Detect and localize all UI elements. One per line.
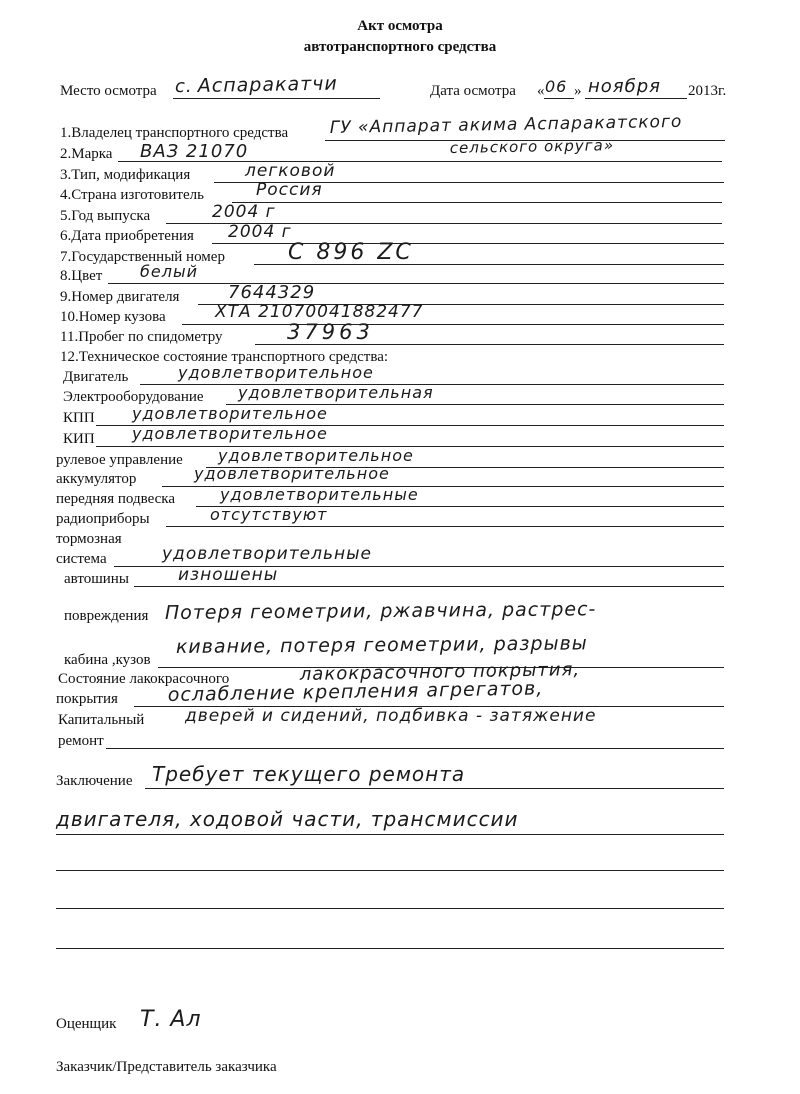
date-day-line (544, 98, 574, 99)
date-year: 2013г. (688, 83, 727, 99)
brand-value: ВАЗ 21070 (140, 141, 249, 162)
conclusion-label: Заключение (56, 773, 133, 789)
body-no-label: 10.Номер кузова (60, 309, 166, 325)
battery-value: удовлетворительное (194, 464, 390, 483)
brakes-label-2: система (56, 551, 107, 567)
damage-label-1: повреждения (64, 608, 149, 624)
conclusion-line-5 (56, 948, 724, 949)
engine-label: Двигатель (63, 369, 129, 385)
damage-value-line2: кивание, потеря геометрии, разрывы (175, 632, 588, 658)
year-value: 2004 г (212, 202, 276, 222)
conclusion-line-4 (56, 908, 724, 909)
conclusion-line-2 (56, 834, 724, 835)
date-close-quote: » (574, 83, 582, 99)
color-label: 8.Цвет (60, 268, 103, 284)
conclusion-line-1 (145, 788, 724, 789)
place-prefix: с. (175, 76, 193, 97)
instruments-value: удовлетворительное (132, 424, 328, 443)
color-line (108, 283, 724, 284)
radio-value: отсутствуют (210, 505, 328, 524)
engine-no-label: 9.Номер двигателя (60, 289, 180, 305)
body-no-line (182, 324, 724, 325)
condition-heading: 12.Техническое состояние транспортного средства: (60, 349, 389, 365)
appraiser-label: Оценщик (56, 1016, 117, 1032)
type-label: 3.Тип, модификация (60, 167, 191, 183)
color-value: белый (140, 262, 198, 281)
radio-label: радиоприборы (56, 511, 150, 527)
gearbox-value: удовлетворительное (132, 404, 328, 423)
brakes-value: удовлетворительные (162, 544, 372, 564)
engine-no-value: 7644329 (228, 282, 316, 303)
mileage-line (255, 344, 724, 345)
tires-value: изношены (178, 565, 279, 585)
brand-label: 2.Марка (60, 146, 113, 162)
instruments-label: КИП (63, 431, 95, 447)
damage-value-line1: Потеря геометрии, ржавчина, растрес- (164, 598, 597, 624)
paint-value-line2: ослабление крепления агрегатов, (167, 677, 544, 706)
gearbox-label: КПП (63, 410, 95, 426)
steering-label: рулевое управление (56, 452, 183, 468)
date-month: ноября (588, 76, 661, 97)
electrical-label: Электрооборудование (63, 389, 204, 405)
overhaul-value: дверей и сидений, подбивка - затяжение (185, 706, 597, 726)
country-value: Россия (256, 180, 323, 200)
date-open-quote: « (537, 83, 545, 99)
paint-value-line1: лакокрасочного покрытия, (299, 659, 581, 685)
mileage-label: 11.Пробег по спидометру (60, 329, 223, 345)
date-day: 06 (545, 77, 568, 96)
conclusion-text-1: Требует текущего ремонта (152, 762, 466, 786)
document-title: Акт осмотра (357, 18, 443, 34)
paint-label-2: покрытия (56, 691, 118, 707)
year-label: 5.Год выпуска (60, 208, 151, 224)
acquired-value: 2004 г (228, 222, 292, 242)
owner-value-line1: ГУ «Аппарат акима Аспаракатского (329, 111, 683, 138)
body-no-value: ХТА 21070041882477 (215, 302, 424, 322)
place-line (173, 98, 380, 99)
owner-label: 1.Владелец транспортного средства (60, 125, 289, 141)
steering-value: удовлетворительное (218, 446, 414, 465)
country-label: 4.Страна изготовитель (60, 187, 204, 203)
damage-label-2: кабина ,кузов (64, 652, 151, 668)
overhaul-label-1: Капитальный (58, 712, 145, 728)
radio-line (166, 526, 724, 527)
mileage-value: 37963 (287, 320, 374, 344)
place-value: Аспаракатчи (197, 72, 338, 97)
engine-value: удовлетворительное (178, 363, 374, 382)
suspension-value: удовлетворительные (220, 485, 419, 504)
owner-value-line2: сельского округа» (449, 136, 615, 157)
brakes-label-1: тормозная (56, 531, 122, 547)
plate-value: С 896 ZC (288, 240, 414, 265)
electrical-value: удовлетворительная (238, 383, 434, 402)
tires-label: автошины (64, 571, 129, 587)
date-label: Дата осмотра (430, 83, 516, 99)
conclusion-text-2: двигателя, ходовой части, трансмиссии (56, 807, 519, 831)
plate-label: 7.Государственный номер (60, 249, 225, 265)
acquired-label: 6.Дата приобретения (60, 228, 194, 244)
date-month-line (585, 98, 687, 99)
suspension-label: передняя подвеска (56, 491, 175, 507)
place-label: Место осмотра (60, 83, 157, 99)
document-subtitle: автотранспортного средства (303, 39, 497, 55)
conclusion-line-3 (56, 870, 724, 871)
overhaul-label-2: ремонт (58, 733, 104, 749)
country-line (232, 202, 722, 203)
type-value: легковой (245, 161, 336, 181)
appraiser-signature: Т. Ал (140, 1007, 202, 1032)
tires-line (134, 586, 724, 587)
paint-label-1: Состояние лакокрасочного (58, 671, 230, 687)
customer-label: Заказчик/Представитель заказчика (56, 1059, 277, 1075)
battery-label: аккумулятор (56, 471, 137, 487)
overhaul-line (106, 748, 724, 749)
